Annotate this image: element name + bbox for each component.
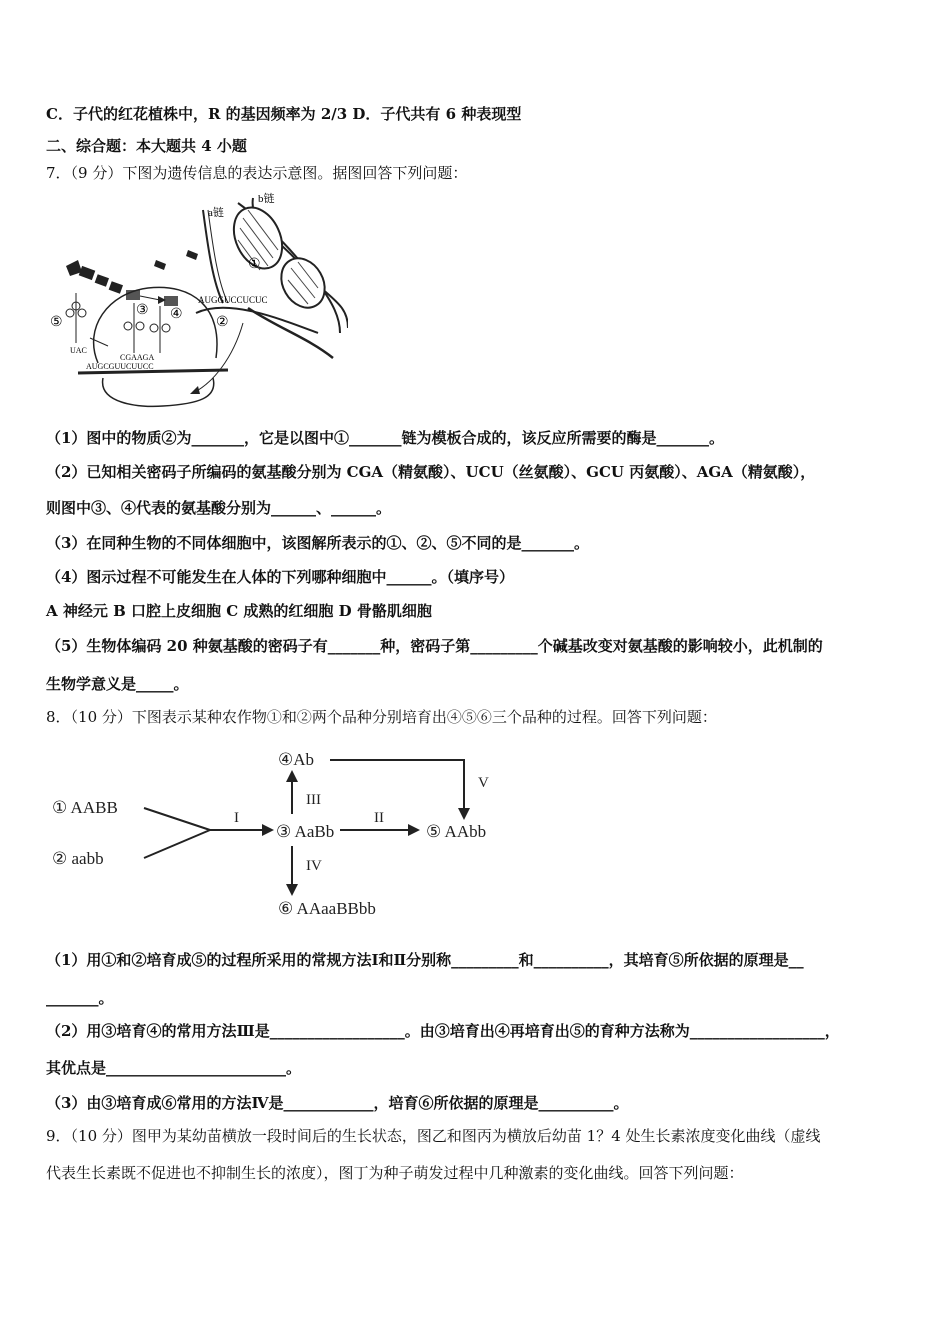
- figure-gene-expression: [48, 188, 348, 418]
- q8-part1-line1: （1）用①和②培育成⑤的过程所采用的常规方法Ⅰ和Ⅱ分别称_________和__________，其培育⑤所依据的原理是__: [46, 951, 804, 969]
- marker-1: ①: [248, 257, 261, 272]
- label-b-chain: b链: [258, 193, 275, 205]
- q7-part3: （3）在同种生物的不同体细胞中，该图解所表示的①、②、⑤不同的是_______。: [46, 534, 589, 552]
- variety-4: ④Ab: [278, 750, 315, 769]
- q7-part5-line2: 生物学意义是_____。: [46, 675, 189, 693]
- option-line-c-d: C．子代的红花植株中，R 的基因频率为 2/3 D．子代共有 6 种表现型: [46, 105, 522, 123]
- label-a-chain: a链: [208, 207, 224, 219]
- section-heading: 二、综合题：本大题共 4 小题: [46, 137, 247, 155]
- q7-part2-line2: 则图中③、④代表的氨基酸分别为______、______。: [46, 499, 392, 517]
- anticodon-3-4: CGAAGA: [120, 353, 155, 362]
- variety-3: ③ AaBb: [276, 822, 335, 841]
- variety-5: ⑤ AAbb: [426, 822, 487, 841]
- marker-3: ③: [136, 303, 149, 318]
- q9-line1: 9．（10 分）图甲为某幼苗横放一段时间后的生长状态，图乙和图丙为横放后幼苗 1？4 处生长素浓度变化曲线（虚线: [46, 1127, 821, 1145]
- q8-part2-line1: （2）用③培育④的常用方法Ⅲ是__________________。由③培育出④再培育出⑤的育种方法称为__________________，: [46, 1022, 840, 1040]
- marker-4: ④: [170, 307, 183, 322]
- q7-part5-line1: （5）生物体编码 20 种氨基酸的密码子有_______种，密码子第_________个碱基改变对氨基酸的影响较小，此机制的: [46, 637, 823, 655]
- variety-6: ⑥ AAaaBBbb: [278, 899, 376, 918]
- q8-part2-line2: 其优点是________________________。: [46, 1059, 302, 1077]
- anticodon-5: UAC: [70, 346, 87, 355]
- q7-heading: 7．（9 分）下图为遗传信息的表达示意图。据图回答下列问题：: [46, 164, 468, 182]
- q7-part2-line1: （2）已知相关密码子所编码的氨基酸分别为 CGA（精氨酸）、UCU（丝氨酸）、GCU 丙氨酸）、AGA（精氨酸），: [46, 463, 816, 481]
- step-5-label: V: [478, 775, 489, 791]
- trna-group: [66, 293, 170, 353]
- mrna-bottom-seq: AUGCGUUCUUCC: [86, 362, 154, 371]
- step-4-label: IV: [306, 858, 322, 874]
- step-3-label: III: [306, 792, 321, 808]
- q8-heading: 8．（10 分）下图表示某种农作物①和②两个品种分别培育出④⑤⑥三个品种的过程。回答下列问题：: [46, 708, 717, 726]
- q7-part1: （1）图中的物质②为_______，它是以图中①_______链为模板合成的，该反应所需要的酶是_______。: [46, 429, 724, 447]
- marker-5: ⑤: [50, 315, 63, 330]
- mrna-top-seq: AUGGUCCUCUC: [198, 295, 268, 305]
- q9-line2: 代表生长素既不促进也不抑制生长的浓度），图丁为种子萌发过程中几种激素的变化曲线。回答下列问题：: [46, 1164, 744, 1182]
- variety-1: ① AABB: [52, 798, 118, 817]
- step-1-label: I: [234, 810, 239, 826]
- variety-2: ② aabb: [52, 849, 104, 868]
- figure-breeding: [48, 740, 518, 925]
- q7-part4: （4）图示过程不可能发生在人体的下列哪种细胞中______。（填序号）: [46, 568, 514, 586]
- marker-2: ②: [216, 315, 229, 330]
- step-2-label: II: [374, 810, 384, 826]
- peptide-chain: [66, 250, 198, 306]
- q7-part4-options: A 神经元 B 口腔上皮细胞 C 成熟的红细胞 D 骨骼肌细胞: [46, 602, 432, 620]
- q8-part1-line2: _______。: [46, 989, 114, 1007]
- q8-part3: （3）由③培育成⑥常用的方法Ⅳ是____________，培育⑥所依据的原理是__________。: [46, 1094, 629, 1112]
